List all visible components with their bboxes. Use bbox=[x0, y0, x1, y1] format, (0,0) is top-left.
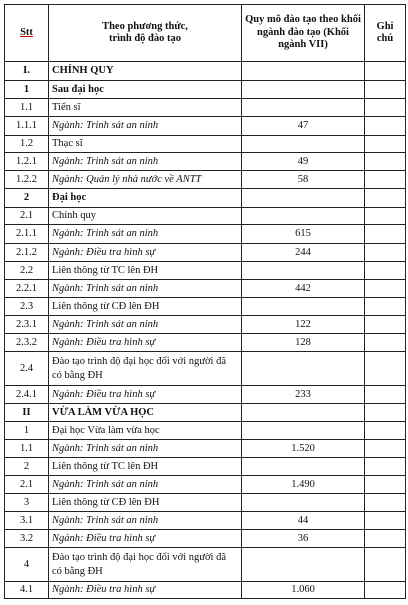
table-row bbox=[5, 512, 406, 530]
row-note bbox=[365, 244, 406, 262]
row-method: Ngành: Điều tra hình sự bbox=[49, 244, 242, 262]
row-method: Liên thông từ TC lên ĐH bbox=[49, 458, 242, 476]
row-stt: 3.2 bbox=[5, 530, 49, 548]
row-scale bbox=[242, 548, 365, 582]
row-method: Đào tạo trình độ đại học đối với người đã có bằng ĐH bbox=[49, 548, 242, 582]
row-note bbox=[365, 494, 406, 512]
row-note bbox=[365, 117, 406, 136]
table-row bbox=[5, 189, 406, 208]
table-row bbox=[5, 386, 406, 404]
row-stt: 2.3.1 bbox=[5, 316, 49, 334]
row-stt: 2.2 bbox=[5, 262, 49, 280]
header-method: Theo phương thức, trình độ đào tạo bbox=[49, 5, 242, 62]
row-stt: 1 bbox=[5, 81, 49, 99]
row-scale bbox=[242, 352, 365, 386]
row-method: VỪA LÀM VỪA HỌC bbox=[49, 404, 242, 422]
table-row bbox=[5, 334, 406, 352]
table-row bbox=[5, 548, 406, 582]
row-note bbox=[365, 153, 406, 171]
table-row bbox=[5, 440, 406, 458]
table-row bbox=[5, 62, 406, 81]
table-row bbox=[5, 208, 406, 225]
table-row bbox=[5, 136, 406, 153]
table-row bbox=[5, 99, 406, 117]
row-stt: 2.1 bbox=[5, 208, 49, 225]
row-stt: I. bbox=[5, 62, 49, 81]
row-scale bbox=[242, 262, 365, 280]
row-method: Ngành: Điều tra hình sự bbox=[49, 334, 242, 352]
row-method: Ngành: Điều tra hình sự bbox=[49, 386, 242, 404]
row-method: Liên thông từ TC lên ĐH bbox=[49, 262, 242, 280]
row-note bbox=[365, 136, 406, 153]
row-note bbox=[365, 548, 406, 582]
row-method: Ngành: Quản lý nhà nước về ANTT bbox=[49, 171, 242, 189]
row-stt: 1 bbox=[5, 422, 49, 440]
row-method: Đại học Vừa làm vừa học bbox=[49, 422, 242, 440]
row-scale: 233 bbox=[242, 386, 365, 404]
row-stt: 1.2.2 bbox=[5, 171, 49, 189]
row-scale: 615 bbox=[242, 225, 365, 244]
row-stt: 4.1 bbox=[5, 582, 49, 599]
row-stt: 2.4.1 bbox=[5, 386, 49, 404]
row-scale: 122 bbox=[242, 316, 365, 334]
row-method: Ngành: Trinh sát an ninh bbox=[49, 476, 242, 494]
row-stt: 1.1 bbox=[5, 440, 49, 458]
table-row bbox=[5, 582, 406, 599]
row-method: Ngành: Điều tra hình sự bbox=[49, 582, 242, 599]
row-note bbox=[365, 81, 406, 99]
table-row bbox=[5, 298, 406, 316]
row-method: Ngành: Trinh sát an ninh bbox=[49, 280, 242, 298]
row-scale bbox=[242, 189, 365, 208]
row-note bbox=[365, 189, 406, 208]
table-row bbox=[5, 153, 406, 171]
table-header-row bbox=[5, 5, 406, 62]
row-scale: 44 bbox=[242, 512, 365, 530]
row-stt: 4 bbox=[5, 548, 49, 582]
row-stt: 2 bbox=[5, 458, 49, 476]
row-scale: 244 bbox=[242, 244, 365, 262]
row-note bbox=[365, 280, 406, 298]
row-note bbox=[365, 298, 406, 316]
row-scale: 1.490 bbox=[242, 476, 365, 494]
row-note bbox=[365, 62, 406, 81]
row-scale: 47 bbox=[242, 117, 365, 136]
row-method: Ngành: Trinh sát an ninh bbox=[49, 316, 242, 334]
header-stt-label: Stt bbox=[20, 26, 33, 38]
row-method: Liên thông từ CĐ lên ĐH bbox=[49, 298, 242, 316]
row-stt: 2.3.2 bbox=[5, 334, 49, 352]
row-note bbox=[365, 458, 406, 476]
row-note bbox=[365, 316, 406, 334]
row-scale bbox=[242, 208, 365, 225]
row-note bbox=[365, 225, 406, 244]
table-row bbox=[5, 422, 406, 440]
row-scale bbox=[242, 298, 365, 316]
row-scale bbox=[242, 494, 365, 512]
row-scale: 58 bbox=[242, 171, 365, 189]
row-note bbox=[365, 99, 406, 117]
row-scale: 1.060 bbox=[242, 582, 365, 599]
row-scale bbox=[242, 422, 365, 440]
row-scale bbox=[242, 81, 365, 99]
row-scale bbox=[242, 99, 365, 117]
row-scale: 128 bbox=[242, 334, 365, 352]
row-scale: 36 bbox=[242, 530, 365, 548]
row-scale: 1.520 bbox=[242, 440, 365, 458]
row-note bbox=[365, 404, 406, 422]
row-note bbox=[365, 352, 406, 386]
table-row bbox=[5, 81, 406, 99]
row-method: Ngành: Trinh sát an ninh bbox=[49, 512, 242, 530]
table-row bbox=[5, 316, 406, 334]
table-row bbox=[5, 171, 406, 189]
row-stt: 1.1.1 bbox=[5, 117, 49, 136]
table-body bbox=[5, 62, 406, 599]
row-method: Đào tạo trình độ đại học đối với người đã có bằng ĐH bbox=[49, 352, 242, 386]
row-note bbox=[365, 386, 406, 404]
row-note bbox=[365, 440, 406, 458]
row-method: Ngành: Trinh sát an ninh bbox=[49, 440, 242, 458]
row-stt: 1.2.1 bbox=[5, 153, 49, 171]
table-row bbox=[5, 404, 406, 422]
row-method: CHÍNH QUY bbox=[49, 62, 242, 81]
row-stt: 3 bbox=[5, 494, 49, 512]
row-note bbox=[365, 530, 406, 548]
row-stt: 2.1 bbox=[5, 476, 49, 494]
enrollment-table-container bbox=[4, 4, 405, 599]
row-stt: 1.2 bbox=[5, 136, 49, 153]
row-scale bbox=[242, 136, 365, 153]
table-row bbox=[5, 352, 406, 386]
row-scale: 442 bbox=[242, 280, 365, 298]
row-method: Sau đại học bbox=[49, 81, 242, 99]
row-scale bbox=[242, 458, 365, 476]
table-row bbox=[5, 476, 406, 494]
header-stt bbox=[5, 5, 49, 62]
table-row bbox=[5, 458, 406, 476]
row-method: Thạc sĩ bbox=[49, 136, 242, 153]
row-method: Ngành: Trinh sát an ninh bbox=[49, 225, 242, 244]
table-row bbox=[5, 494, 406, 512]
row-note bbox=[365, 334, 406, 352]
row-method: Ngành: Trinh sát an ninh bbox=[49, 153, 242, 171]
row-method: Tiến sĩ bbox=[49, 99, 242, 117]
row-stt: 2.1.2 bbox=[5, 244, 49, 262]
row-method: Đại học bbox=[49, 189, 242, 208]
row-scale bbox=[242, 62, 365, 81]
header-note: Ghi chú bbox=[365, 5, 406, 62]
row-method: Ngành: Trinh sát an ninh bbox=[49, 117, 242, 136]
row-note bbox=[365, 171, 406, 189]
row-stt: 3.1 bbox=[5, 512, 49, 530]
row-stt: II bbox=[5, 404, 49, 422]
row-scale: 49 bbox=[242, 153, 365, 171]
table-row bbox=[5, 280, 406, 298]
table-row bbox=[5, 530, 406, 548]
row-note bbox=[365, 512, 406, 530]
row-stt: 2 bbox=[5, 189, 49, 208]
row-stt: 2.1.1 bbox=[5, 225, 49, 244]
row-stt: 2.2.1 bbox=[5, 280, 49, 298]
row-stt: 1.1 bbox=[5, 99, 49, 117]
table-row bbox=[5, 244, 406, 262]
table-row bbox=[5, 262, 406, 280]
table-row bbox=[5, 225, 406, 244]
header-scale: Quy mô đào tạo theo khối ngành đào tạo (Khối ngành VII) bbox=[242, 5, 365, 62]
row-method: Ngành: Điều tra hình sự bbox=[49, 530, 242, 548]
row-method: Liên thông từ CĐ lên ĐH bbox=[49, 494, 242, 512]
row-method: Chính quy bbox=[49, 208, 242, 225]
row-stt: 2.4 bbox=[5, 352, 49, 386]
row-scale bbox=[242, 404, 365, 422]
row-stt: 2.3 bbox=[5, 298, 49, 316]
row-note bbox=[365, 582, 406, 599]
row-note bbox=[365, 422, 406, 440]
enrollment-table bbox=[4, 4, 406, 599]
table-row bbox=[5, 117, 406, 136]
row-note bbox=[365, 476, 406, 494]
row-note bbox=[365, 262, 406, 280]
row-note bbox=[365, 208, 406, 225]
